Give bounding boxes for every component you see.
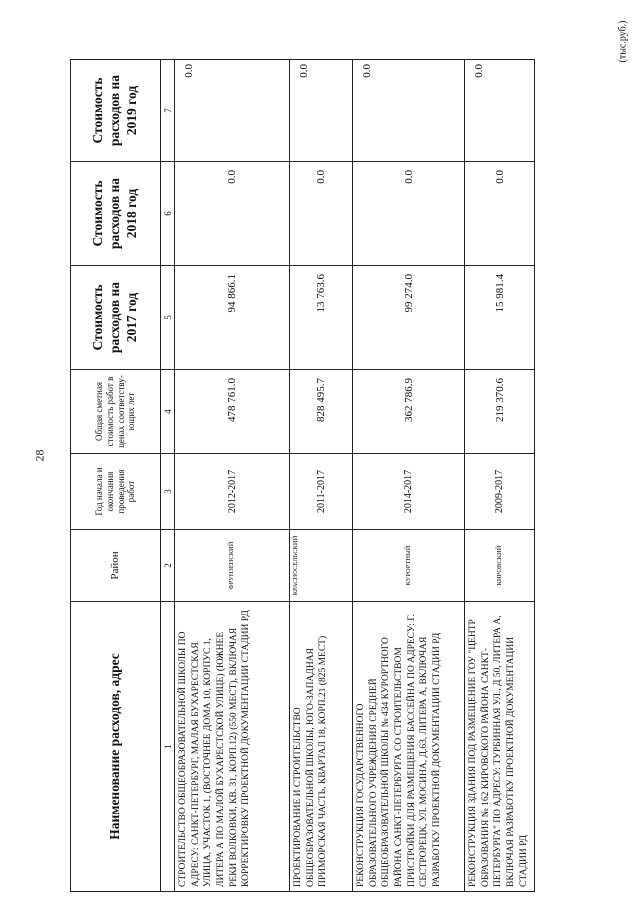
row-total-cost: 362 786.9 [353,370,465,454]
row-cost-2017: 13 763.6 [290,266,353,370]
table-row [465,60,535,892]
row-period: 2011-2017 [290,454,353,530]
row-total-cost: 219 370.6 [465,370,535,454]
column-number-row [161,60,175,892]
column-number: 2 [161,530,175,602]
table-row [290,60,353,892]
header-period: Год начала и окончания проведения работ [71,454,161,530]
row-cost-2019: 0.0 [353,60,465,162]
column-number: 4 [161,370,175,454]
row-cost-2017: 15 981.4 [465,266,535,370]
row-district: ФРУНЗЕНСКИЙ [175,530,290,602]
header-cost-2018: Стоимость расходов на 2018 год [71,162,161,266]
column-number: 3 [161,454,175,530]
header-cost-2017: Стоимость расходов на 2017 год [71,266,161,370]
units-label: (тыс.руб.) [617,20,629,63]
row-cost-2018: 0.0 [353,162,465,266]
column-number: 1 [161,602,175,892]
budget-table-wrapper [70,60,529,892]
row-period: 2012-2017 [175,454,290,530]
header-total-cost: Общая сметная стоимость работ в ценах соответству-ющих лет [71,370,161,454]
row-period: 2014-2017 [353,454,465,530]
row-district: КУРОРТНЫЙ [353,530,465,602]
header-cost-2019: Стоимость расходов на 2019 год [71,60,161,162]
row-cost-2019: 0.0 [290,60,353,162]
table-row [175,60,290,892]
row-name: РЕКОНСТРУКЦИЯ ЗДАНИЯ ПОД РАЗМЕЩЕНИЕ ГОУ "ЦЕНТР ОБРАЗОВАНИЯ № 162 КИРОВСКОГО РАЙОНА САНКТ-ПЕТЕРБУРГА" ПО АДРЕСУ: ТУРБИННАЯ УЛ., Д 50, ЛИТЕРА А, ВКЛЮЧАЯ РАЗРАБОТКУ ПРОЕКТНОЙ ДОКУМЕНТАЦИИ СТАДИИ РД [465,602,535,892]
row-district: КРАСНОСЕЛЬСКИЙ [290,530,353,602]
row-total-cost: 478 761.0 [175,370,290,454]
row-cost-2018: 0.0 [290,162,353,266]
row-district: КИРОВСКИЙ [465,530,535,602]
row-name: ПРОЕКТИРОВАНИЕ И СТРОИТЕЛЬСТВО ОБЩЕОБРАЗОВАТЕЛЬНОЙ ШКОЛЫ, ЮГО-ЗАПАДНАЯ ПРИМОРСКАЯ ЧАСТЬ, КВАРТАЛ 18, КОРП.21 (825 МЕСТ) [290,602,353,892]
row-name: РЕКОНСТРУКЦИЯ ГОСУДАРСТВЕННОГО ОБРАЗОВАТЕЛЬНОГО УЧРЕЖДЕНИЯ СРЕДНЕЙ ОБЩЕОБРАЗОВАТЕЛЬНОЙ ШКОЛЫ № 434 КУРОРТНОГО РАЙОНА САНКТ-ПЕТЕРБУРГА СО СТРОИТЕЛЬСТВОМ ПРИСТРОЙКИ ДЛЯ РАЗМЕЩЕНИЯ БАССЕЙНА ПО АДРЕСУ: Г. СЕСТРОРЕЦК, УЛ. МОСИНА, Д.63, ЛИТЕРА А, ВКЛЮЧАЯ РАЗРАБОТКУ ПРОЕКТНОЙ ДОКУМЕНТАЦИИ СТАДИИ РД [353,602,465,892]
page-number: 28 [32,449,47,462]
column-number: 5 [161,266,175,370]
row-cost-2019: 0.0 [175,60,290,162]
row-total-cost: 828 495.7 [290,370,353,454]
table-row [353,60,465,892]
column-number: 7 [161,60,175,162]
row-cost-2018: 0.0 [175,162,290,266]
row-cost-2018: 0.0 [465,162,535,266]
header-district: Район [71,530,161,602]
header-name: Наименование расходов, адрес [71,602,161,892]
row-name: СТРОИТЕЛЬСТВО ОБЩЕОБРАЗОВАТЕЛЬНОЙ ШКОЛЫ ПО АДРЕСУ: САНКТ-ПЕТЕРБУРГ, МАЛАЯ БУХАРЕСТСКАЯ УЛИЦА, УЧАСТОК 1, (ВОСТОЧНЕЕ ДОМА 10, КОРПУС 1, ЛИТЕРА А ПО МАЛОЙ БУХАРЕСТСКОЙ УЛИЦЕ) (ЮЖНЕЕ РЕКИ ВОЛКОВКИ, КВ. 31, КОРП.12) (550 МЕСТ), ВКЛЮЧАЯ КОРРЕКТИРОВКУ ПРОЕКТНОЙ ДОКУМЕНТАЦИИ СТАДИИ РД [175,602,290,892]
row-cost-2017: 94 866.1 [175,266,290,370]
row-period: 2009-2017 [465,454,535,530]
row-cost-2017: 99 274.0 [353,266,465,370]
row-cost-2019: 0.0 [465,60,535,162]
column-number: 6 [161,162,175,266]
header-row [71,60,161,892]
budget-table [70,59,535,892]
